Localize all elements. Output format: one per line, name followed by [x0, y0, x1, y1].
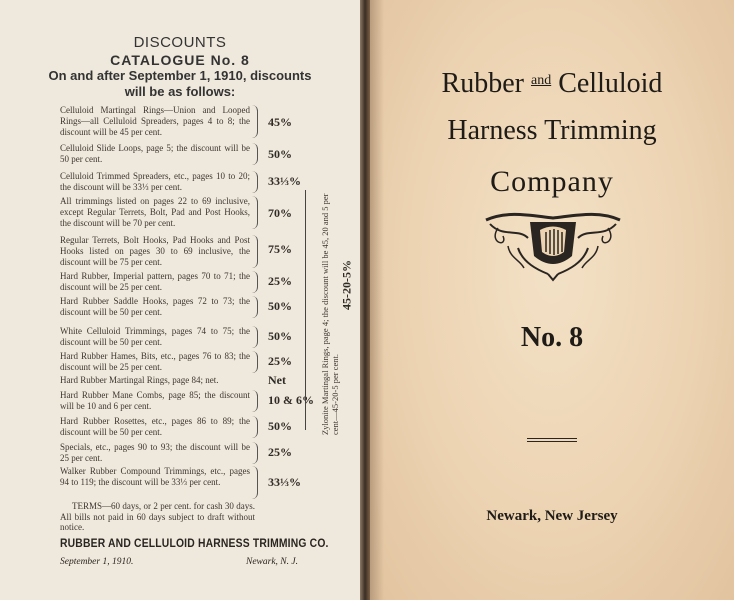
company-footer: RUBBER AND CELLULOID HARNESS TRIMMING CO. [60, 538, 329, 550]
brace [252, 143, 258, 165]
catalogue-heading: CATALOGUE No. 8 [110, 52, 250, 68]
discount-value: 50% [268, 329, 292, 343]
catalogue-number: No. 8 [520, 322, 584, 353]
city-line: Newark, New Jersey [486, 508, 618, 524]
terms-text: TERMS—60 days, or 2 per cent. for cash 30 days. All bills not paid in 60 days subject to draft without notice. [60, 501, 255, 532]
discount-text: Celluloid Martingal Rings—Union and Looped Rings—all Celluloid Spreaders, pages 4 to 8; the discount will be 45 per cent. [60, 105, 250, 137]
title-word-celluloid: Celluloid [558, 68, 663, 99]
discount-text: Hard Rubber Rosettes, etc., pages 86 to 89; the discount will be 50 per cent. [60, 416, 250, 437]
discount-value: 25% [268, 354, 292, 368]
brace [252, 171, 258, 193]
brace [252, 351, 258, 373]
cover-title-line-3: Company [490, 165, 614, 198]
discount-text: White Celluloid Trimmings, pages 74 to 75; the discount will be 50 per cent. [60, 326, 250, 347]
discount-value: 10 & 6% [268, 393, 314, 407]
brace [252, 296, 258, 318]
discount-text: Regular Terrets, Bolt Hooks, Pad Hooks and Post Hooks listed on pages 30 to 69 inclusive, the discount will be 75 per cent. [60, 235, 250, 267]
discount-value: 50% [268, 419, 292, 433]
discount-text: Walker Rubber Compound Trimmings, etc., pages 94 to 119; the discount will be 33⅓ per cent. [60, 466, 250, 487]
title-word-and: and [530, 73, 552, 88]
discount-text: Celluloid Slide Loops, page 5; the discount will be 50 per cent. [60, 143, 250, 164]
double-rule-top [527, 438, 577, 439]
brace [252, 390, 258, 412]
brace [252, 416, 258, 438]
zylonite-value: 45-20-5% [339, 260, 354, 310]
discount-value: 50% [268, 147, 292, 161]
discount-text: Celluloid Trimmed Spreaders, etc., pages 10 to 20; the discount will be 33⅓ per cent. [60, 171, 250, 192]
discounts-heading: DISCOUNTS [133, 34, 227, 51]
discount-text: Hard Rubber, Imperial pattern, pages 70 to 71; the discount will be 25 per cent. [60, 271, 250, 292]
zylonite-note: Zylonite Martingal Rings, page 4; the discount will be 45, 20 and 5 per cent—45-20-5 per cent. [320, 193, 340, 435]
discount-text: Specials, etc., pages 90 to 93; the discount will be 25 per cent. [60, 442, 250, 463]
brace [252, 442, 258, 464]
discount-value: 25% [268, 445, 292, 459]
discount-value: 50% [268, 299, 292, 313]
discount-value: 75% [268, 242, 292, 256]
double-rule-bottom [527, 441, 577, 442]
intro-line-2: will be as follows: [124, 84, 236, 99]
discount-value-net: Net [268, 373, 286, 387]
title-word-rubber: Rubber [441, 68, 524, 99]
zylonite-value-wrap [337, 240, 357, 330]
discount-text: Hard Rubber Martingal Rings, page 84; net. [60, 375, 219, 385]
discount-text: Hard Rubber Saddle Hooks, pages 72 to 73; the discount will be 50 per cent. [60, 296, 250, 317]
footer-place: Newark, N. J. [246, 557, 298, 567]
brace [252, 235, 258, 268]
discount-text: Hard Rubber Hames, Bits, etc., pages 76 to 83; the discount will be 25 per cent. [60, 351, 250, 372]
footer-date: September 1, 1910. [60, 557, 134, 567]
intro-line-1: On and after September 1, 1910, discounts [48, 68, 312, 83]
brace [252, 105, 258, 138]
cover-title-line-1 [370, 68, 734, 100]
brace [252, 271, 258, 293]
discount-text: Hard Rubber Mane Combs, page 85; the discount will be 10 and 6 per cent. [60, 390, 250, 411]
discount-value: 45% [268, 115, 292, 129]
cover-title-line-2: Harness Trimming [447, 115, 657, 146]
brace [252, 466, 258, 499]
discount-value: 25% [268, 274, 292, 288]
book-gutter [360, 0, 370, 600]
ornament-emblem-icon [478, 208, 628, 283]
discount-value: 33⅓% [268, 174, 301, 188]
brace [252, 326, 258, 348]
discount-value: 33⅓% [268, 475, 301, 489]
brace [252, 196, 258, 229]
discount-value: 70% [268, 206, 292, 220]
discount-text: All trimmings listed on pages 22 to 69 inclusive, except Regular Terrets, Bolt, Pad and Post Hooks, the discount will be 70 per cent. [60, 196, 250, 228]
